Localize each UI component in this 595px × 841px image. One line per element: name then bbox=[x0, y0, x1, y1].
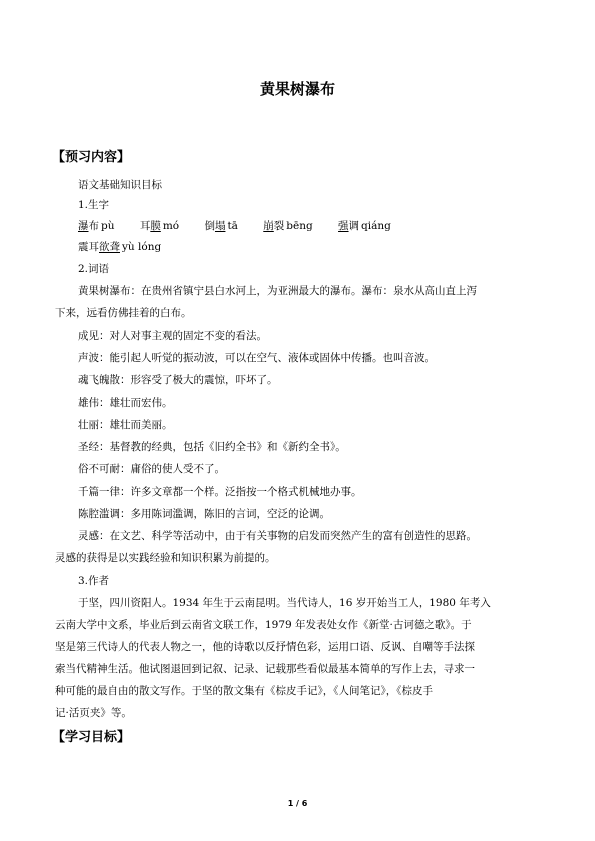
section-heading-goals: 【学习目标】 bbox=[52, 730, 131, 745]
vocab-item: 瀑布 pù bbox=[78, 220, 115, 232]
page-number: 1 / 6 bbox=[287, 799, 308, 808]
vocab-row-1 bbox=[78, 219, 413, 233]
paragraph-line: 千篇一律：许多文章都一个样。泛指按一个格式机械地办事。 bbox=[78, 486, 362, 498]
subheading-knowledge-goals: 语文基础知识目标 bbox=[78, 179, 162, 191]
paragraph-line: 记·活页夹》等。 bbox=[55, 707, 132, 719]
paragraph-line: 种可能的最自由的散文写作。于坚的散文集有《棕皮手记》，《人间笔记》，《棕皮手 bbox=[55, 685, 433, 697]
paragraph-line: 云南大学中文系，毕业后到云南省文联工作，1979 年发表处女作《新堂·古诃德之歌》。于 bbox=[55, 619, 472, 631]
paragraph-line: 圣经：基督教的经典，包括《旧约全书》和《新约全书》。 bbox=[78, 441, 346, 453]
vocab-item: 耳膜 mó bbox=[139, 220, 180, 232]
heading-author: 3.作者 bbox=[78, 575, 110, 587]
paragraph-line: 成见：对人对事主观的固定不变的看法。 bbox=[78, 330, 267, 342]
paragraph-line: 声波：能引起人听觉的振动波，可以在空气、液体或固体中传播。也叫音波。 bbox=[78, 352, 435, 364]
paragraph-line: 雄伟：雄壮而宏伟。 bbox=[78, 397, 173, 409]
document-title: 黄果树瀑布 bbox=[259, 80, 335, 98]
vocab-row-2: 震耳欲聋 yù lóng bbox=[78, 241, 162, 253]
vocab-item: 强调 qiáng bbox=[338, 220, 391, 232]
paragraph-line: 灵感的获得是以实践经验和知识积累为前提的。 bbox=[55, 552, 276, 564]
paragraph-line: 陈腔滥调：多用陈词滥调，陈旧的言词，空泛的论调。 bbox=[78, 508, 330, 520]
vocab-item: 崩裂 bēng bbox=[263, 220, 313, 232]
section-heading-preview: 【预习内容】 bbox=[52, 150, 131, 165]
paragraph-line: 下来，远看仿佛挂着的白布。 bbox=[55, 307, 192, 319]
paragraph-line: 壮丽：雄壮而美丽。 bbox=[78, 419, 173, 431]
paragraph-line: 于坚，四川资阳人。1934 年生于云南昆明。当代诗人，16 岁开始当工人，1980 年考入 bbox=[78, 597, 491, 609]
paragraph-line: 索当代精神生活。他试图退回到记叙、记录、记载那些看似最基本简单的写作上去，寻求一 bbox=[55, 663, 475, 675]
vocab-item: 倒塌 tā bbox=[204, 220, 238, 232]
paragraph-line: 俗不可耐：庸俗的使人受不了。 bbox=[78, 463, 225, 475]
paragraph-line: 灵感：在文艺、科学等活动中，由于有关事物的启发而突然产生的富有创造性的思路。 bbox=[78, 530, 477, 542]
heading-vocabulary: 2.词语 bbox=[78, 263, 110, 275]
heading-characters: 1.生字 bbox=[78, 199, 110, 211]
paragraph-line: 坚是第三代诗人的代表人物之一，他的诗歌以反抒情色彩，运用口语、反讽、自嘲等手法探 bbox=[55, 641, 475, 653]
paragraph-line: 黄果树瀑布：在贵州省镇宁县白水河上，为亚洲最大的瀑布。瀑布：泉水从高山直上泻 bbox=[78, 285, 477, 297]
paragraph-line: 魂飞魄散：形容受了极大的震惊，吓坏了。 bbox=[78, 374, 278, 386]
